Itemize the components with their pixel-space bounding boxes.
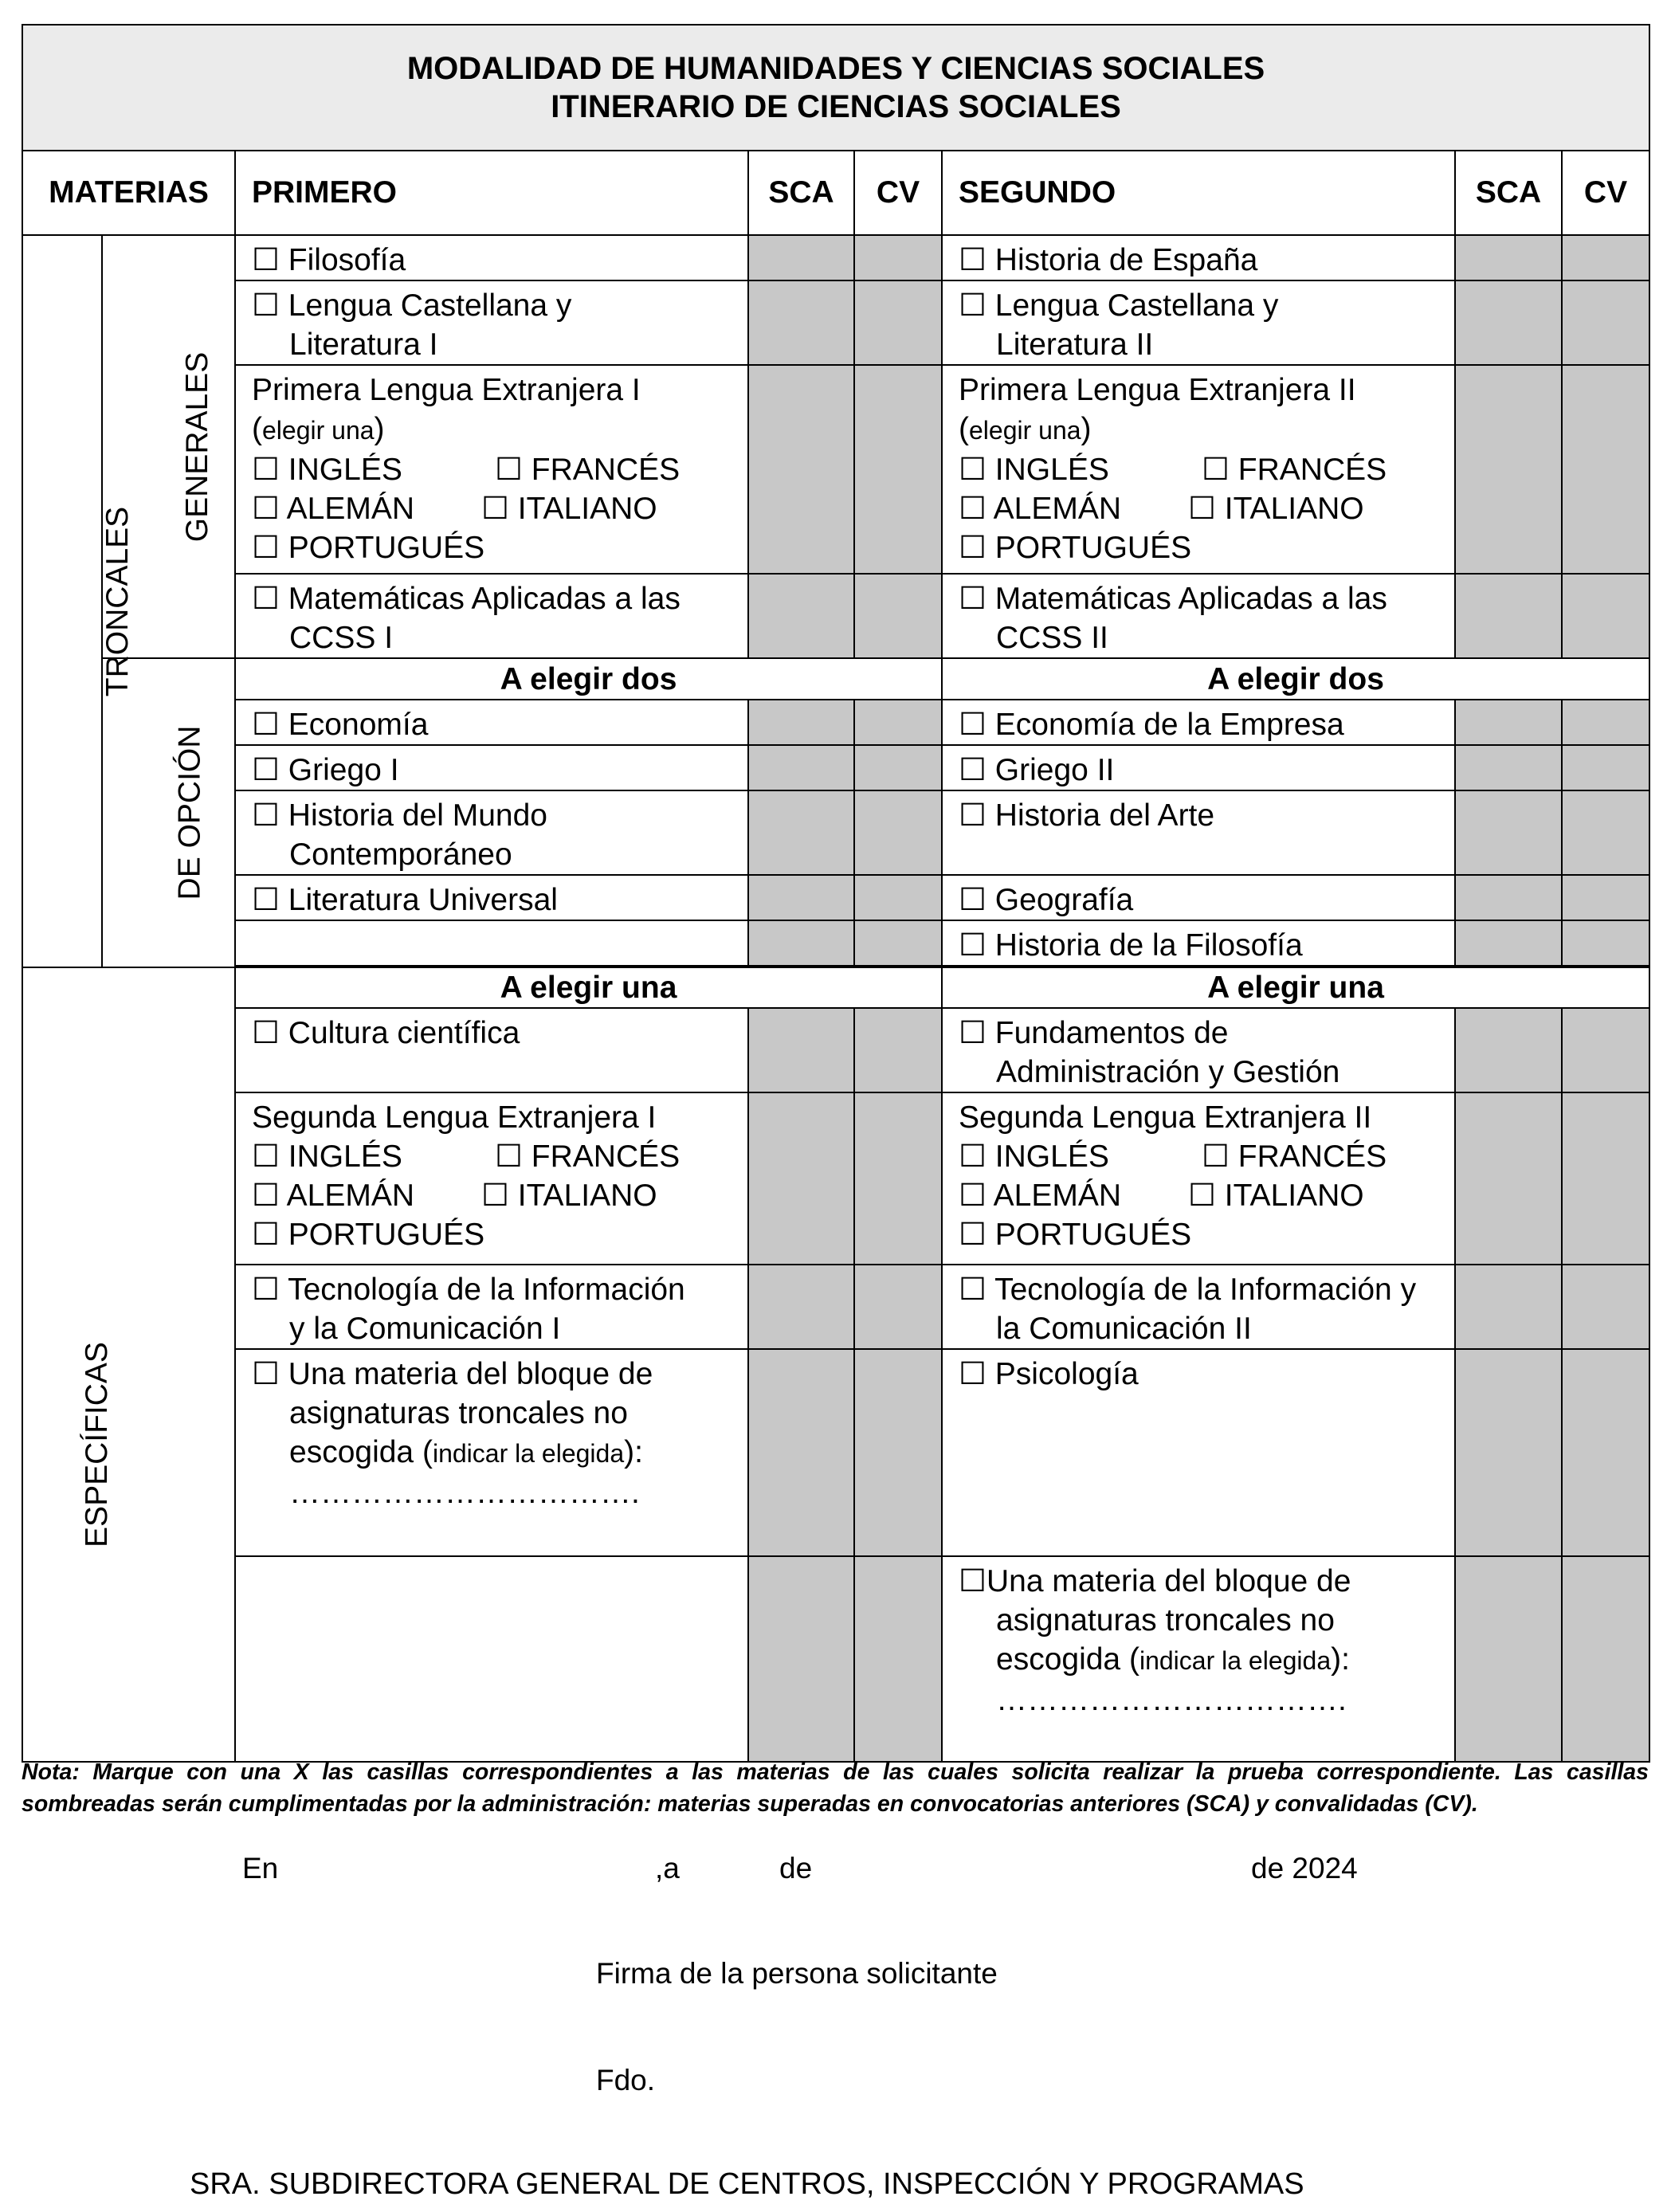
title-line-2: ITINERARIO DE CIENCIAS SOCIALES [551,89,1121,124]
option-ingles[interactable]: ☐ INGLÉS [252,453,402,487]
subject-historia-filosofia[interactable] [942,920,1455,966]
subject-label: ☐Una materia del bloque de [959,1564,1351,1598]
option-ingles[interactable]: ☐ INGLÉS [252,1139,402,1174]
indicar-text: indicar la elegida [432,1439,625,1468]
option-italiano[interactable]: ☐ ITALIANO [1188,1179,1364,1213]
subject-label: ☐ Psicología [959,1357,1139,1391]
sca-cell [748,1092,854,1265]
subject-economia-empresa[interactable] [942,700,1455,745]
opcion-elegir-dos-primero: A elegir dos [235,658,942,700]
subject-label-cont: CCSS II [996,621,1108,655]
cv-cell [1562,1092,1649,1265]
sca-cell [1455,790,1562,875]
subject-literatura-universal[interactable] [235,875,748,920]
subject-label: ☐ Una materia del bloque de [252,1357,653,1391]
subject-matematicas-2[interactable] [942,574,1455,658]
option-portugues[interactable]: ☐ PORTUGUÉS [959,1218,1192,1252]
cv-cell [1562,1556,1649,1762]
header-sca-segundo: SCA [1455,151,1562,235]
option-aleman[interactable]: ☐ ALEMÁN [252,492,415,526]
sca-cell [748,745,854,790]
cv-cell [1562,280,1649,365]
cv-cell [854,1265,942,1349]
language-row [959,1176,1446,1215]
subject-label-cont: escogida (indicar la elegida): [289,1435,643,1469]
option-frances[interactable]: ☐ FRANCÉS [495,1139,681,1174]
cv-cell [1562,920,1649,966]
cv-cell [854,1556,942,1762]
section-troncales [22,235,135,967]
subject-historia-mundo[interactable] [235,790,748,875]
sca-cell [748,1349,854,1556]
subject-label: ☐ Economía [252,708,429,742]
language-row [252,1137,739,1176]
language-row [252,450,739,489]
subject-label-cont: y la Comunicación I [289,1312,561,1346]
option-aleman[interactable]: ☐ ALEMÁN [252,1179,415,1213]
cv-cell [1562,700,1649,745]
subject-psicologia[interactable] [942,1349,1455,1556]
subject-label: ☐ Tecnología de la Información y [959,1273,1417,1307]
cv-cell [1562,790,1649,875]
option-portugues[interactable]: ☐ PORTUGUÉS [252,531,485,565]
cv-cell [854,365,942,574]
header-primero: PRIMERO [235,151,748,235]
subject-label: ☐ Griego II [959,753,1115,787]
sca-cell [1455,365,1562,574]
subject-label-cont: Contemporáneo [289,837,512,872]
subject-label: ☐ Historia del Arte [959,798,1215,833]
subject-label: ☐ Cultura científica [252,1016,520,1050]
sca-cell [748,790,854,875]
footer-en: En [242,1852,279,1885]
cv-cell [1562,875,1649,920]
form-note: Nota: Marque con una X las casillas correspondientes a las materias de las cuales solicita realizar la prueba correspondiente. Las casillas sombreadas serán cumplimentadas por la administración: materias superadas en convocatorias anteriores (SCA) y convalidadas (CV). [22,1759,1649,1817]
subject-materia-troncal-2[interactable] [942,1556,1455,1762]
subject-primera-lengua-1 [235,365,748,574]
subject-label: ☐ Historia de la Filosofía [959,928,1303,963]
escogida-text: escogida [289,1435,414,1469]
footer-de-2024: de 2024 [1251,1852,1358,1885]
language-row [959,450,1446,489]
subject-label-cont: Literatura II [996,327,1154,362]
cv-cell [854,875,942,920]
option-aleman[interactable]: ☐ ALEMÁN [959,492,1122,526]
subject-geografia[interactable] [942,875,1455,920]
language-row [252,489,739,528]
subject-historia-espana[interactable] [942,235,1455,280]
sca-cell [1455,1556,1562,1762]
sca-cell [1455,745,1562,790]
sca-cell [1455,700,1562,745]
header-segundo: SEGUNDO [942,151,1455,235]
sca-cell [748,235,854,280]
form-title [22,25,1649,151]
subjects-table [22,24,1650,1763]
subject-label: ☐ Matemáticas Aplicadas a las [252,582,681,616]
section-de-opcion [102,658,235,967]
option-portugues[interactable]: ☐ PORTUGUÉS [252,1218,485,1252]
footer-destinatario: SRA. SUBDIRECTORA GENERAL DE CENTROS, INSPECCIÓN Y PROGRAMAS [190,2167,1304,2201]
cv-cell [854,790,942,875]
empty-cell [235,1556,748,1762]
subject-segunda-lengua-2 [942,1092,1455,1265]
subject-label: ☐ Matemáticas Aplicadas a las [959,582,1387,616]
elegir-note [959,410,1446,450]
paren: ( [252,412,262,446]
especificas-elegir-una-segundo: A elegir una [942,967,1649,1008]
language-row [252,1176,739,1215]
empty-cell [235,920,748,966]
paren: ) [1081,412,1092,446]
sca-cell [1455,1265,1562,1349]
subject-label: ☐ Literatura Universal [252,883,558,917]
footer-fdo: Fdo. [596,2064,656,2096]
subject-historia-arte[interactable] [942,790,1455,875]
elegir-note [252,410,739,450]
option-italiano[interactable]: ☐ ITALIANO [481,1179,657,1213]
sca-cell [748,1008,854,1092]
paren: ( [959,412,969,446]
subject-label: ☐ Tecnología de la Información [252,1273,685,1307]
subject-label-cont: Literatura I [289,327,438,362]
sca-cell [1455,1008,1562,1092]
subject-lengua-castellana-2[interactable] [942,280,1455,365]
footer-a: ,a [655,1852,680,1885]
header-cv-segundo: CV [1562,151,1649,235]
subject-label-cont: Administración y Gestión [996,1055,1340,1089]
cv-cell [854,1008,942,1092]
subject-griego-1[interactable] [235,745,748,790]
section-especificas-label: ESPECÍFICAS [79,1341,114,1547]
sca-cell [748,700,854,745]
option-italiano[interactable]: ☐ ITALIANO [481,492,657,526]
sca-cell [748,1265,854,1349]
sca-cell [1455,920,1562,966]
footer-de: de [779,1852,813,1885]
subject-group-title: Primera Lengua Extranjera I [252,373,641,407]
subject-tic-1[interactable] [235,1265,748,1349]
subject-materia-troncal-1[interactable] [235,1349,748,1556]
subject-filosofia[interactable] [235,235,748,280]
language-row [959,1137,1446,1176]
cv-cell [854,1349,942,1556]
language-row [959,489,1446,528]
cv-cell [1562,745,1649,790]
subject-group-title: Segunda Lengua Extranjera II [959,1100,1372,1135]
cv-cell [1562,574,1649,658]
sca-cell [1455,574,1562,658]
option-italiano[interactable]: ☐ ITALIANO [1188,492,1364,526]
option-frances[interactable]: ☐ FRANCÉS [495,453,681,487]
cv-cell [854,574,942,658]
option-aleman[interactable]: ☐ ALEMÁN [959,1179,1122,1213]
paren: ) [374,412,385,446]
indicar-text: indicar la elegida [1139,1646,1332,1675]
subject-matematicas-1[interactable] [235,574,748,658]
option-frances[interactable]: ☐ FRANCÉS [1202,1139,1387,1174]
especificas-elegir-una-primero: A elegir una [235,967,942,1008]
subject-label-cont: la Comunicación II [996,1312,1252,1346]
footer-firma: Firma de la persona solicitante [596,1957,998,1990]
cv-cell [1562,365,1649,574]
cv-cell [854,280,942,365]
subject-label: ☐ Historia de España [959,243,1258,277]
subject-fundamentos-administracion[interactable] [942,1008,1455,1092]
cv-cell [1562,1008,1649,1092]
cv-cell [854,235,942,280]
fill-in-line[interactable]: ……………………………. [996,1683,1347,1717]
sca-cell [1455,875,1562,920]
subject-label: ☐ Griego I [252,753,399,787]
subject-label: ☐ Filosofía [252,243,406,277]
elegir-text: elegir una [262,416,375,445]
cv-cell [854,1092,942,1265]
subject-label: ☐ Geografía [959,883,1134,917]
cv-cell [854,920,942,966]
cv-cell [1562,1349,1649,1556]
sca-cell [748,574,854,658]
subject-primera-lengua-2 [942,365,1455,574]
sca-cell [748,280,854,365]
option-portugues[interactable]: ☐ PORTUGUÉS [959,531,1192,565]
subject-cultura-cientifica[interactable] [235,1008,748,1092]
header-sca-primero: SCA [748,151,854,235]
header-materias: MATERIAS [22,151,235,235]
subject-label-cont: CCSS I [289,621,394,655]
escogida-text: escogida [996,1642,1121,1677]
subject-lengua-castellana-1[interactable] [235,280,748,365]
subject-tic-2[interactable] [942,1265,1455,1349]
sca-cell [748,1556,854,1762]
fill-in-line[interactable]: ……………………………. [289,1476,640,1510]
subject-group-title: Segunda Lengua Extranjera I [252,1100,657,1135]
subject-label-cont: escogida (indicar la elegida): [996,1642,1350,1677]
title-line-1: MODALIDAD DE HUMANIDADES Y CIENCIAS SOCIALES [406,51,1265,86]
sca-cell [1455,235,1562,280]
section-troncales-label: TRONCALES [100,506,135,696]
cv-cell [1562,235,1649,280]
cv-cell [1562,1265,1649,1349]
opcion-elegir-dos-segundo: A elegir dos [942,658,1649,700]
section-de-opcion-label: DE OPCIÓN [172,725,207,900]
sca-cell [1455,1092,1562,1265]
subject-group-title: Primera Lengua Extranjera II [959,373,1356,407]
sca-cell [748,365,854,574]
option-frances[interactable]: ☐ FRANCÉS [1202,453,1387,487]
option-ingles[interactable]: ☐ INGLÉS [959,453,1109,487]
subject-label-cont: asignaturas troncales no [996,1603,1335,1637]
cv-cell [854,745,942,790]
sca-cell [748,920,854,966]
cv-cell [854,700,942,745]
header-cv-primero: CV [854,151,942,235]
subject-economia[interactable] [235,700,748,745]
application-form [22,24,1649,1763]
subject-label: ☐ Fundamentos de [959,1016,1229,1050]
subject-label: ☐ Lengua Castellana y [959,288,1279,323]
subject-label: ☐ Economía de la Empresa [959,708,1344,742]
sca-cell [748,875,854,920]
subject-label-cont: asignaturas troncales no [289,1396,628,1430]
subject-label: ☐ Historia del Mundo [252,798,547,833]
subject-label: ☐ Lengua Castellana y [252,288,572,323]
subject-griego-2[interactable] [942,745,1455,790]
section-especificas [22,967,235,1762]
sca-cell [1455,280,1562,365]
option-ingles[interactable]: ☐ INGLÉS [959,1139,1109,1174]
elegir-text: elegir una [969,416,1081,445]
subject-segunda-lengua-1 [235,1092,748,1265]
section-generales-label: GENERALES [180,351,215,542]
sca-cell [1455,1349,1562,1556]
